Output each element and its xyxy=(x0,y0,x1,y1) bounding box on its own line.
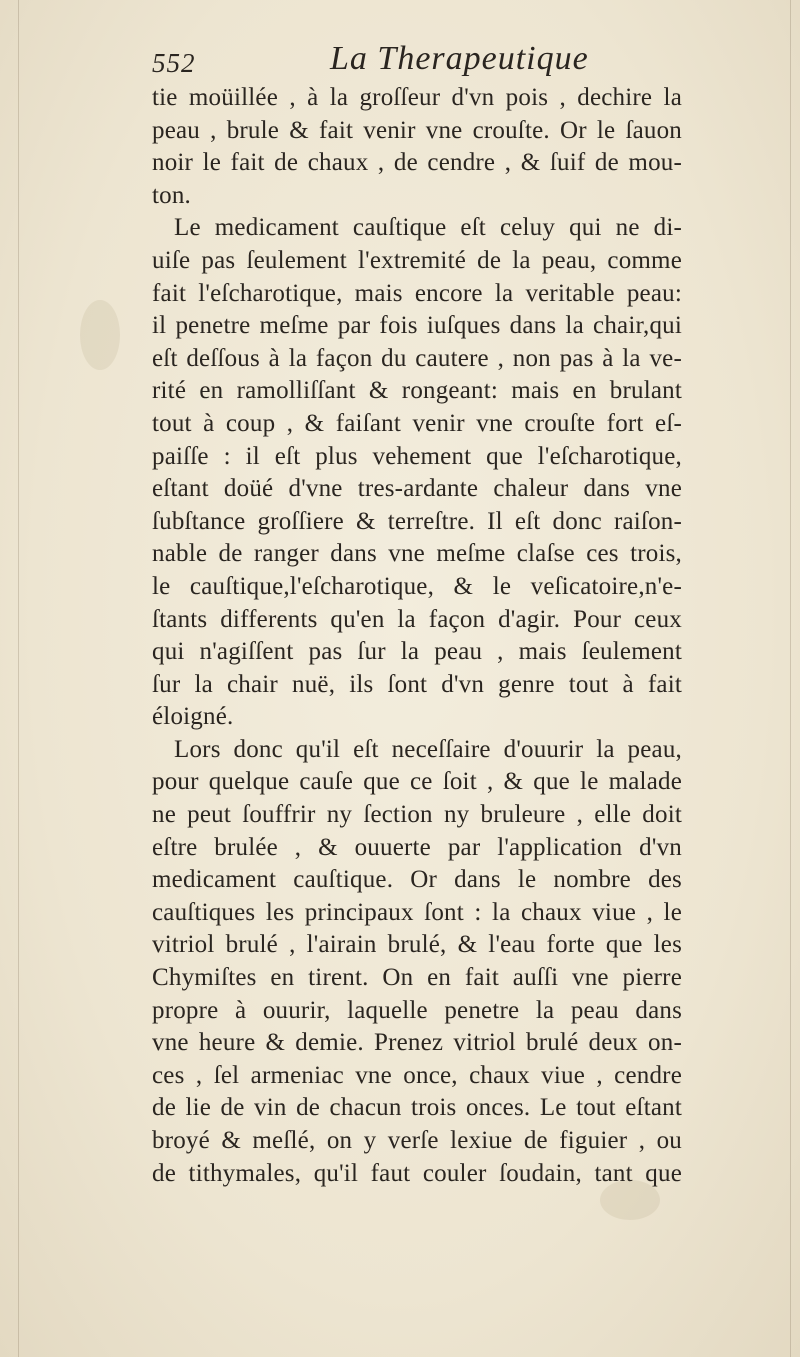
text-line: noir le fait de chaux , de cendre , & ſuif de mou- xyxy=(152,149,682,177)
text-line: ne peut ſouffrir ny ſection ny bruleure , elle doit xyxy=(152,801,682,829)
text-line: qui n'agiſſent pas ſur la peau , mais ſeulement xyxy=(152,638,682,666)
text-line: cauſtiques les principaux ſont : la chaux viue , le xyxy=(152,898,682,926)
text-line: vitriol brulé , l'airain brulé, & l'eau forte que les xyxy=(152,931,682,959)
text-line: tie moüillée , à la groſſeur d'vn pois , dechire la xyxy=(152,84,682,111)
text-line: ton. xyxy=(152,181,191,209)
text-line: broyé & meſlé, on y verſe lexiue de figuier , ou xyxy=(152,1127,682,1154)
text-line: de lie de vin de chacun trois onces. Le tout eſtant xyxy=(152,1094,682,1122)
text-line: éloigné. xyxy=(152,703,234,731)
text-line: nable de ranger dans vne meſme claſse ces trois, xyxy=(152,540,682,568)
text-line: propre à ouurir, laquelle penetre la peau dans xyxy=(152,996,682,1024)
text-line: medicament cauſtique. Or dans le nombre des xyxy=(152,866,682,894)
text-line: ſtants differents qu'en la façon d'agir. Pour ceux xyxy=(152,605,682,633)
text-line: ces , ſel armeniac vne once, chaux viue , cendre xyxy=(152,1061,682,1089)
text-line: de tithymales, qu'il faut couler ſoudain, tant que xyxy=(152,1159,682,1187)
text-line: eſtre brulée , & ouuerte par l'application d'vn xyxy=(152,833,682,861)
text-line: rité en ramolliſſant & rongeant: mais en brulant xyxy=(152,377,682,405)
text-line: peau , brule & fait venir vne crouſte. Or le ſauon xyxy=(152,116,682,144)
page-header xyxy=(152,40,672,84)
text-line: pour quelque cauſe que ce ſoit , & que le malade xyxy=(152,768,682,796)
paper-stain xyxy=(80,300,120,370)
text-line: Lors donc qu'il eſt neceſſaire d'ouurir la peau, xyxy=(174,735,682,763)
text-line: fait l'eſcharotique, mais encore la veritable peau: xyxy=(152,279,682,307)
text-line: ſur la chair nuë, ils ſont d'vn genre tout à fait xyxy=(152,670,682,698)
page-edge-right xyxy=(790,0,791,1357)
page-number: 552 xyxy=(152,48,196,78)
text-line: vne heure & demie. Prenez vitriol brulé deux on- xyxy=(152,1029,682,1057)
text-line: tout à coup , & faiſant venir vne crouſte fort eſ- xyxy=(152,409,682,437)
text-line: ſubſtance groſſiere & terreſtre. Il eſt donc raiſon- xyxy=(152,507,682,535)
text-line: Le medicament cauſtique eſt celuy qui ne di- xyxy=(174,214,682,242)
text-line: le cauſtique,l'eſcharotique, & le veſicatoire,n'e- xyxy=(152,572,682,600)
text-line: eſtant doüé d'vne tres-ardante chaleur dans vne xyxy=(152,475,682,503)
text-line: eſt deſſous à la façon du cautere , non pas à la ve- xyxy=(152,344,682,372)
running-title: La Therapeutique xyxy=(330,40,589,77)
text-line: uiſe pas ſeulement l'extremité de la peau, comme xyxy=(152,246,682,274)
page-edge-left xyxy=(18,0,19,1357)
text-line: il penetre meſme par fois iuſques dans la chair,qui xyxy=(152,312,682,340)
text-line: Chymiſtes en tirent. On en fait auſſi vne pierre xyxy=(152,964,682,992)
text-line: paiſſe : il eſt plus vehement que l'eſcharotique, xyxy=(152,442,682,470)
body-text xyxy=(152,82,682,1190)
